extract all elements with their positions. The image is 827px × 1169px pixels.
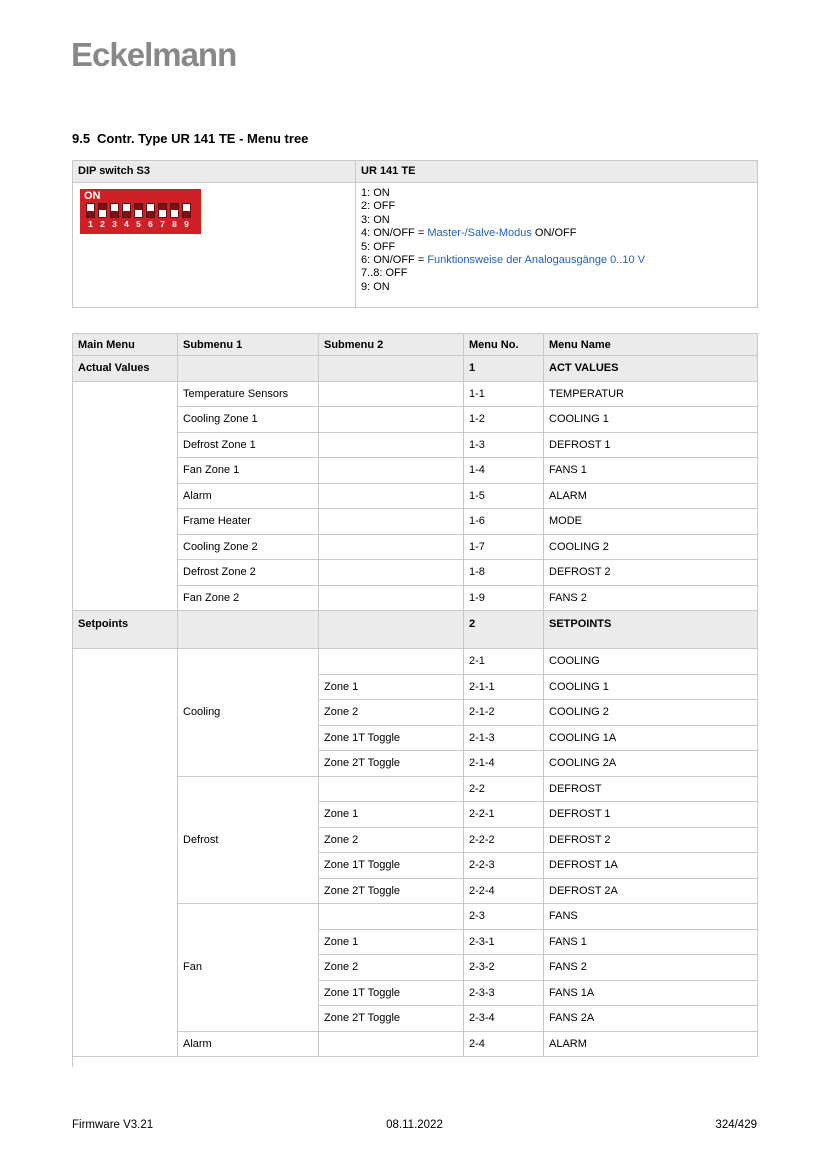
menu-cell-no: 1-1	[464, 381, 544, 407]
menu-cell-no: 2-3-2	[464, 955, 544, 981]
dip-setting-line	[361, 214, 752, 227]
menu-cell-no: 1-6	[464, 509, 544, 535]
dip-setting-text: 1: ON	[361, 187, 390, 199]
dip-switch-8	[170, 203, 179, 218]
dip-switch-handle	[87, 204, 94, 211]
menu-cell-name: COOLING 1A	[544, 725, 758, 751]
dip-setting-line	[361, 187, 752, 200]
menu-cell-name: SETPOINTS	[544, 611, 758, 649]
menu-cell-sub2-empty	[319, 611, 464, 649]
dip-table-body-row	[73, 183, 758, 308]
menu-cell-name: DEFROST 1A	[544, 853, 758, 879]
menu-cell-sub2-empty	[319, 356, 464, 382]
menu-cell-sub1: Defrost	[178, 776, 319, 904]
menu-cell-sub2	[319, 483, 464, 509]
dip-switch-row	[80, 203, 201, 218]
menu-cell-name: COOLING	[544, 649, 758, 675]
menu-cell-no: 1-3	[464, 432, 544, 458]
dip-switch-7	[158, 203, 167, 218]
dip-switch-handle	[147, 204, 154, 211]
dip-col-header-s3: DIP switch S3	[73, 161, 356, 183]
menu-cell-no: 1	[464, 356, 544, 382]
dip-setting-text: 2: OFF	[361, 200, 396, 213]
menu-cell-sub2: Zone 2	[319, 955, 464, 981]
menu-cell-name: COOLING 1	[544, 407, 758, 433]
menu-cell-sub2	[319, 1031, 464, 1057]
menu-cell-sub2: Zone 2T Toggle	[319, 878, 464, 904]
menu-cell-name: ALARM	[544, 1031, 758, 1057]
menu-cell-name: DEFROST 2	[544, 827, 758, 853]
dip-setting-text: 3: ON	[361, 213, 390, 226]
menu-cell-no: 1-2	[464, 407, 544, 433]
dip-switch-number: 7	[160, 219, 165, 229]
menu-cell-name: COOLING 2	[544, 700, 758, 726]
menu-cell-sub1: Cooling	[178, 649, 319, 777]
section-number: 9.5	[72, 131, 91, 146]
menu-cell-sub2	[319, 776, 464, 802]
menu-col-header-1: Main Menu	[73, 334, 178, 356]
dip-switch-5	[134, 203, 143, 218]
menu-cell-name: FANS 2	[544, 955, 758, 981]
dip-switch-table	[72, 160, 758, 308]
menu-cell-sub1: Cooling Zone 2	[178, 534, 319, 560]
table-continuation-tick	[72, 1056, 73, 1067]
menu-cell-name: DEFROST 1	[544, 432, 758, 458]
dip-setting-link[interactable]: Funktionsweise der Analogausgänge 0..10 V	[427, 254, 646, 267]
menu-cell-no: 2-2	[464, 776, 544, 802]
menu-cell-sub1: Cooling Zone 1	[178, 407, 319, 433]
menu-cell-no: 2-1-1	[464, 674, 544, 700]
dip-setting-text: 4: ON/OFF =	[361, 227, 428, 240]
menu-section-row	[73, 611, 758, 649]
menu-cell-name: DEFROST 2	[544, 560, 758, 586]
menu-cell-name: FANS	[544, 904, 758, 930]
dip-switch-handle	[99, 210, 106, 217]
dip-switch-handle	[123, 204, 130, 211]
menu-cell-sub2: Zone 1	[319, 929, 464, 955]
menu-cell-sub1: Alarm	[178, 483, 319, 509]
dip-switch-number: 8	[172, 219, 177, 229]
footer-page-number: 324/429	[715, 1119, 757, 1131]
menu-cell-name: FANS 1	[544, 929, 758, 955]
menu-cell-name: DEFROST	[544, 776, 758, 802]
menu-cell-sub1: Fan	[178, 904, 319, 1032]
menu-cell-no: 2-1-2	[464, 700, 544, 726]
menu-cell-sub2	[319, 509, 464, 535]
dip-setting-line	[361, 281, 752, 294]
dip-switch-graphic	[80, 189, 201, 234]
menu-cell-no: 2-2-3	[464, 853, 544, 879]
menu-row	[73, 649, 758, 675]
menu-cell-sub2: Zone 1T Toggle	[319, 725, 464, 751]
menu-cell-no: 2-3	[464, 904, 544, 930]
menu-cell-no: 2-2-1	[464, 802, 544, 828]
menu-cell-sub2: Zone 2T Toggle	[319, 751, 464, 777]
dip-setting-text: 5: OFF	[361, 240, 396, 253]
menu-cell-name: FANS 1A	[544, 980, 758, 1006]
menu-cell-sub1: Fan Zone 2	[178, 585, 319, 611]
menu-table-header-row	[73, 334, 758, 356]
menu-cell-sub1-empty	[178, 611, 319, 649]
menu-cell-sub2: Zone 2T Toggle	[319, 1006, 464, 1032]
dip-switch-number: 4	[124, 219, 129, 229]
dip-setting-link[interactable]: Master-/Salve-Modus	[427, 227, 532, 240]
menu-cell-sub1-empty	[178, 356, 319, 382]
menu-cell-name: COOLING 2A	[544, 751, 758, 777]
menu-tree-table	[72, 333, 758, 1057]
footer-firmware-version: Firmware V3.21	[72, 1119, 154, 1131]
dip-switch-handle	[159, 210, 166, 217]
menu-cell-sub2	[319, 560, 464, 586]
menu-cell-sub2	[319, 407, 464, 433]
dip-switch-4	[122, 203, 131, 218]
dip-switch-number: 2	[100, 219, 105, 229]
menu-cell-sub1: Alarm	[178, 1031, 319, 1057]
menu-cell-no: 2-1-4	[464, 751, 544, 777]
menu-row	[73, 381, 758, 407]
menu-cell-sub2: Zone 1	[319, 802, 464, 828]
menu-cell-sub1: Frame Heater	[178, 509, 319, 535]
dip-switch-9	[182, 203, 191, 218]
footer-date: 08.11.2022	[386, 1119, 443, 1131]
dip-setting-line	[361, 200, 752, 213]
dip-graphic-cell	[73, 183, 356, 308]
menu-cell-sub2	[319, 534, 464, 560]
dip-switch-number: 3	[112, 219, 117, 229]
menu-cell-name: FANS 2A	[544, 1006, 758, 1032]
dip-setting-line	[361, 254, 752, 267]
dip-settings-cell	[356, 183, 758, 308]
menu-cell-sub2	[319, 432, 464, 458]
menu-col-header-3: Submenu 2	[319, 334, 464, 356]
menu-cell-no: 2-1-3	[464, 725, 544, 751]
menu-cell-no: 1-8	[464, 560, 544, 586]
dip-switch-number: 6	[148, 219, 153, 229]
menu-cell-name: FANS 2	[544, 585, 758, 611]
menu-cell-main: Actual Values	[73, 356, 178, 382]
menu-cell-sub2	[319, 381, 464, 407]
dip-switch-handle	[111, 204, 118, 211]
menu-col-header-4: Menu No.	[464, 334, 544, 356]
menu-cell-no: 1-5	[464, 483, 544, 509]
dip-setting-text: 7..8: OFF	[361, 267, 408, 280]
menu-cell-name: ALARM	[544, 483, 758, 509]
dip-table-header-row	[73, 161, 758, 183]
dip-setting-text: ON/OFF	[531, 227, 577, 240]
menu-cell-main: Setpoints	[73, 611, 178, 649]
menu-cell-sub1: Fan Zone 1	[178, 458, 319, 484]
menu-cell-sub2: Zone 1T Toggle	[319, 980, 464, 1006]
menu-cell-sub2	[319, 458, 464, 484]
dip-col-header-ur141te: UR 141 TE	[356, 161, 758, 183]
menu-cell-sub2: Zone 1	[319, 674, 464, 700]
menu-cell-no: 2-2-4	[464, 878, 544, 904]
dip-setting-text: 6: ON/OFF =	[361, 254, 428, 267]
dip-switch-number: 9	[184, 219, 189, 229]
menu-cell-name: DEFROST 1	[544, 802, 758, 828]
menu-cell-name: COOLING 2	[544, 534, 758, 560]
menu-cell-name: ACT VALUES	[544, 356, 758, 382]
dip-setting-line	[361, 227, 752, 240]
dip-switch-handle	[135, 210, 142, 217]
menu-cell-no: 2-3-4	[464, 1006, 544, 1032]
menu-cell-no: 2	[464, 611, 544, 649]
menu-cell-sub2: Zone 2	[319, 827, 464, 853]
menu-cell-name: COOLING 1	[544, 674, 758, 700]
menu-cell-no: 1-4	[464, 458, 544, 484]
dip-switch-6	[146, 203, 155, 218]
menu-cell-name: FANS 1	[544, 458, 758, 484]
dip-switch-number-row	[80, 219, 201, 229]
menu-cell-sub2	[319, 649, 464, 675]
menu-cell-main-empty	[73, 381, 178, 611]
dip-setting-line	[361, 267, 752, 280]
menu-cell-sub2: Zone 2	[319, 700, 464, 726]
menu-cell-no: 2-1	[464, 649, 544, 675]
menu-cell-main-empty	[73, 649, 178, 1057]
menu-cell-sub2	[319, 904, 464, 930]
menu-cell-no: 1-9	[464, 585, 544, 611]
dip-switch-number: 1	[88, 219, 93, 229]
dip-switch-handle	[171, 210, 178, 217]
dip-switch-2	[98, 203, 107, 218]
menu-cell-name: DEFROST 2A	[544, 878, 758, 904]
menu-col-header-5: Menu Name	[544, 334, 758, 356]
dip-settings-list	[361, 187, 752, 294]
menu-cell-no: 2-4	[464, 1031, 544, 1057]
dip-setting-line	[361, 241, 752, 254]
menu-cell-no: 2-3-3	[464, 980, 544, 1006]
menu-cell-no: 2-2-2	[464, 827, 544, 853]
menu-cell-no: 1-7	[464, 534, 544, 560]
menu-section-row	[73, 356, 758, 382]
menu-cell-sub2	[319, 585, 464, 611]
menu-cell-name: TEMPERATUR	[544, 381, 758, 407]
menu-cell-sub1: Temperature Sensors	[178, 381, 319, 407]
section-title: Contr. Type UR 141 TE - Menu tree	[97, 131, 309, 146]
menu-cell-sub2: Zone 1T Toggle	[319, 853, 464, 879]
page-footer	[72, 1119, 757, 1135]
section-heading	[72, 131, 308, 146]
menu-cell-no: 2-3-1	[464, 929, 544, 955]
menu-cell-name: MODE	[544, 509, 758, 535]
dip-switch-1	[86, 203, 95, 218]
dip-switch-3	[110, 203, 119, 218]
company-logo: Eckelmann	[71, 36, 237, 73]
menu-cell-sub1: Defrost Zone 1	[178, 432, 319, 458]
dip-setting-text: 9: ON	[361, 280, 390, 293]
dip-switch-number: 5	[136, 219, 141, 229]
menu-cell-sub1: Defrost Zone 2	[178, 560, 319, 586]
dip-on-label: ON	[84, 190, 101, 202]
menu-col-header-2: Submenu 1	[178, 334, 319, 356]
dip-switch-handle	[183, 204, 190, 211]
